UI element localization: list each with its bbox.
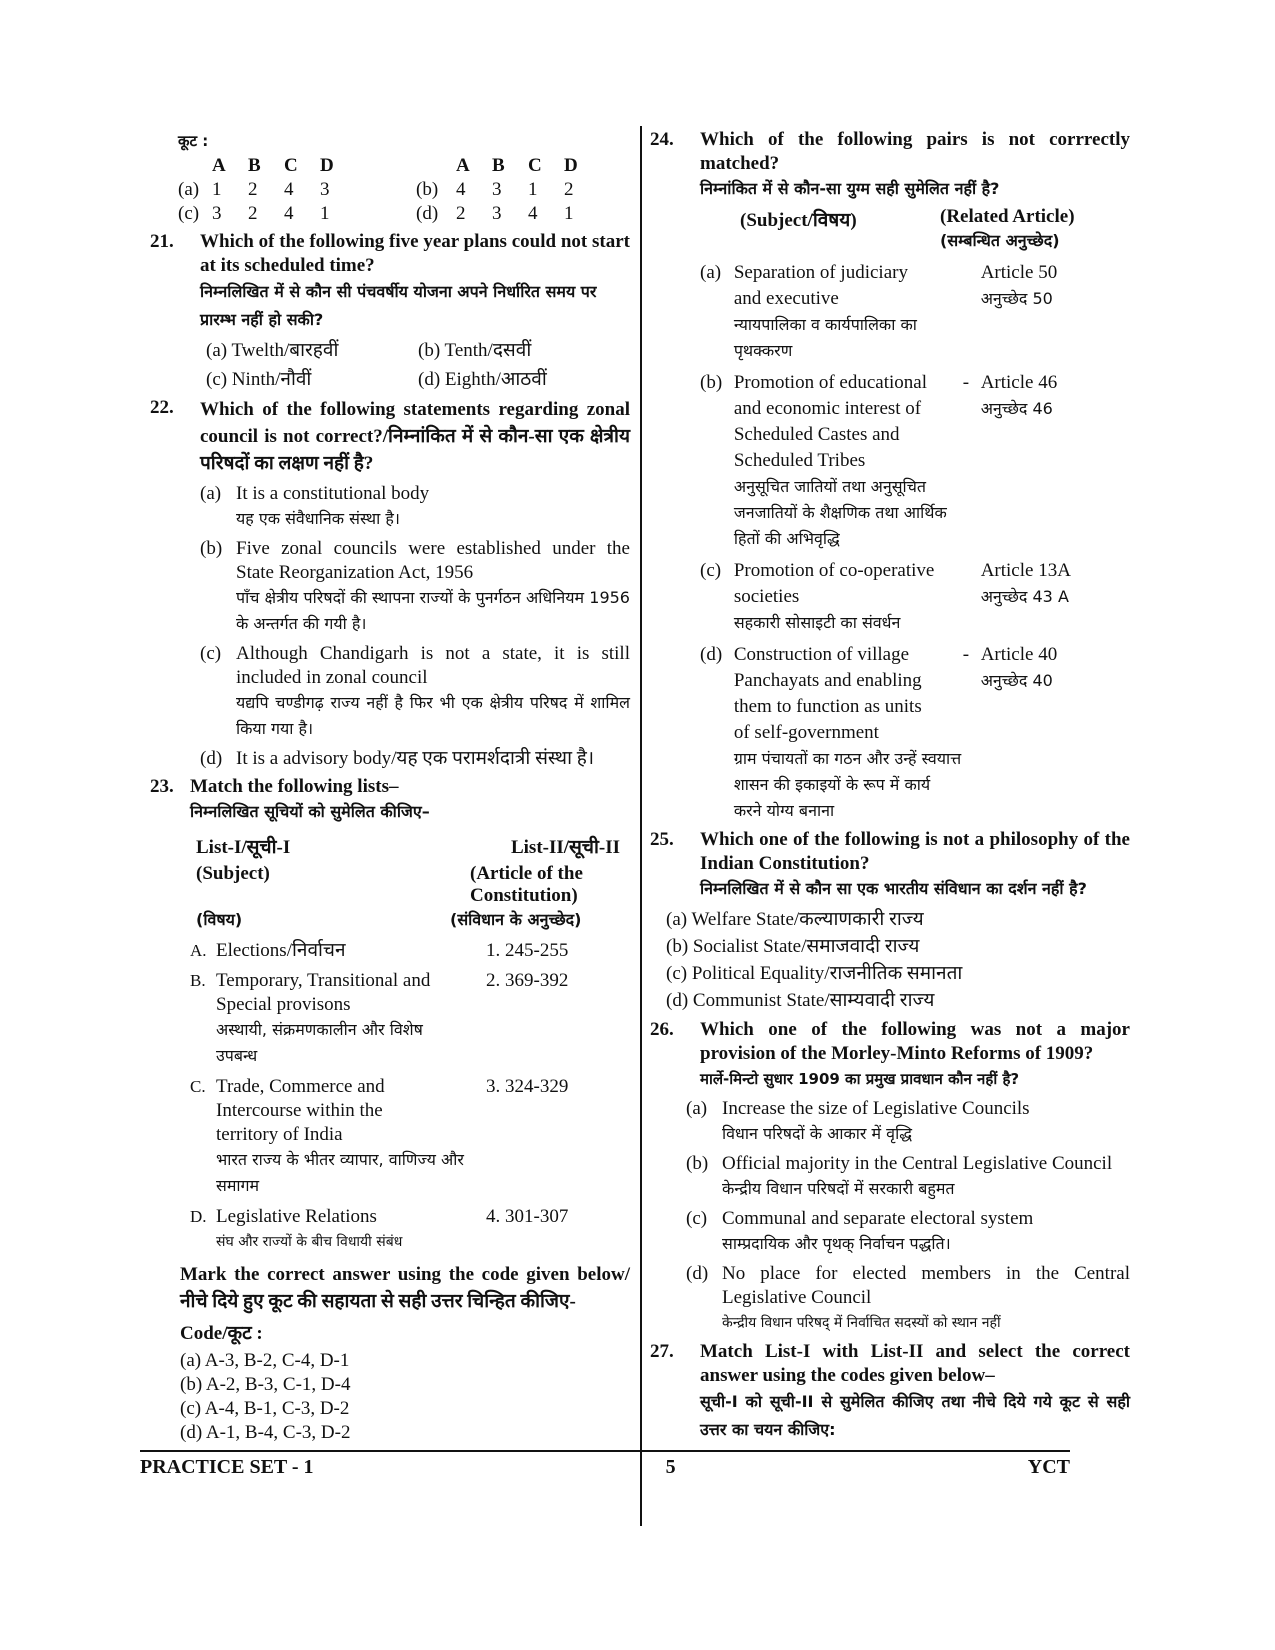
article-head-hi: (संविधान के अनुच्छेद) [450,910,582,929]
question-number: 23. [150,776,174,797]
option-d [200,747,630,771]
option-text-hi: पाँच क्षेत्रीय परिषदों की स्थापना राज्यों के पुनर्गठन अधिनियम 1956 के अन्तर्गत की गयी है। [236,588,630,633]
question-text-hi: निम्नांकित में से कौन-सा युग्म सही सुमेलित नहीं है? [700,179,1000,198]
pairs-header [700,206,1130,254]
code-option-a: (a) A-3, B-2, C-4, D-1 [180,1350,350,1371]
item-article: 3. 324-329 [486,1076,569,1097]
pair-text-en: Promotion of educational and economic interest of Scheduled Castes and Scheduled Tribes [733,372,927,471]
option-d: (d) Communist State/साम्यवादी राज्य [666,990,935,1011]
item-text-hi: भारत राज्य के भीतर व्यापार, वाणिज्य और समागम [216,1150,464,1195]
item-text-en: Elections/निर्वाचन [216,940,346,961]
list2-head: List-II/सूची-II [510,837,620,858]
option-c: (c) Ninth/नौवीं [206,369,312,390]
option-b: (b) Socialist State/समाजवादी राज्य [666,936,920,957]
question-number: 25. [650,829,674,850]
pair-b [700,370,1130,552]
item-label: C. [190,1077,206,1096]
option-text-en: It is a advisory body/यह एक परामर्शदात्री संस्था है। [236,748,595,769]
code-value: 4 [456,179,466,200]
pair-article-hi: अनुच्छेद 40 [980,671,1053,690]
page-footer [140,1450,1070,1479]
code-option-c: (c) A-4, B-1, C-3, D-2 [180,1398,350,1419]
option-label: (a) [686,1098,708,1119]
code-option-label: (a) [178,179,200,200]
question-25 [650,828,1130,1014]
code-value: 3 [212,203,222,224]
option-text-hi: यह एक संवैधानिक संस्था है। [236,509,400,528]
question-text-hi: सूची-I को सूची-II से सुमेलित कीजिए तथा नीचे दिये गये कूट से सही उत्तर का चयन कीजिए: [700,1392,1130,1439]
footer-title: PRACTICE SET - 1 [140,1456,314,1478]
pair-label: (c) [700,560,722,581]
question-number: 26. [650,1019,674,1040]
pair-article: Article 13A [980,560,1071,581]
question-text: Which of the following statements regarding zonal council is not correct?/निम्नांकित में से कौन-सा एक क्षेत्रीय परिषदों का लक्षण नहीं है? [200,399,630,474]
code-value: 1 [320,203,330,224]
article-col-head: (Related Article) [940,206,1075,227]
code-value: 2 [248,179,258,200]
code-header: A [456,155,470,176]
article-head: (Article of the Constitution) [470,863,583,906]
option-text-hi: साम्प्रदायिक और पृथक् निर्वाचन पद्धति। [722,1234,951,1253]
question-number: 27. [650,1341,674,1362]
question-23 [150,775,630,1445]
code-option-d: (d) A-1, B-4, C-3, D-2 [180,1422,351,1443]
pair-text-hi: ग्राम पंचायतों का गठन और उन्हें स्वयात्त शासन की इकाइयों के रूप में कार्य करने योग्य बनाना [733,749,962,820]
question-text-en: Which one of the following is not a philosophy of the Indian Constitution? [700,829,1130,874]
code-label: Code/कूट : [180,1323,263,1344]
question-number: 24. [650,129,674,150]
item-text-en: Temporary, Transitional and Special provisons [216,970,431,1015]
code-option-label: (b) [416,179,439,200]
pair-dash: - [962,644,970,665]
code-header: B [248,155,261,176]
subject-head: (Subject) [196,863,270,884]
option-d: (d) Eighth/आठवीं [418,369,547,390]
option-a: (a) Welfare State/कल्याणकारी राज्य [666,909,924,930]
option-a [686,1097,1130,1147]
item-text-en: Trade, Commerce and Intercourse within the territory of India [216,1076,385,1145]
option-c [686,1207,1130,1257]
pair-dash: - [962,372,970,393]
pair-text-hi: न्यायपालिका व कार्यपालिका का पृथक्करण [733,315,917,360]
option-text-hi: केन्द्रीय विधान परिषद् में निर्वाचित सदस्यों को स्थान नहीं [722,1315,1001,1331]
option-label: (b) [686,1153,709,1174]
question-27 [650,1340,1130,1444]
question-text-en: Which one of the following was not a major provision of the Morley-Minto Reforms of 1909? [700,1019,1130,1064]
question-21 [150,230,630,392]
right-column [650,128,1130,1444]
question-text-en: Which of the following five year plans could not start at its scheduled time? [200,231,630,276]
code-value: 1 [564,203,574,224]
option-text-hi: यद्यपि चण्डीगढ़ राज्य नहीं है फिर भी एक क्षेत्रीय परिषद में शामिल किया गया है। [236,693,630,738]
option-text-hi: केन्द्रीय विधान परिषदों में सरकारी बहुमत [722,1179,955,1198]
option-text-en: Official majority in the Central Legislative Council [722,1153,1113,1174]
item-text-en: Legislative Relations [216,1206,377,1227]
code-header: D [564,155,578,176]
column-divider [640,126,642,1526]
code-header: D [320,155,334,176]
option-label: (d) [200,748,223,769]
item-label: A. [190,941,207,960]
item-label: D. [190,1207,207,1226]
instruction: Mark the correct answer using the code given below/नीचे दिये हुए कूट की सहायता से सही उत्तर चिन्हित कीजिए- [180,1264,630,1312]
pair-article-hi: अनुच्छेद 43 A [980,587,1069,606]
option-label: (a) [200,483,222,504]
question-text-hi: मार्ले-मिन्टो सुधार 1909 का प्रमुख प्रावधान कौन नहीं है? [700,1070,1020,1088]
question-text-hi: निम्नलिखित में से कौन सी पंचवर्षीय योजना अपने निर्धारित समय पर प्रारम्भ नहीं हो सकी? [200,282,597,329]
prev-code-block [150,128,630,226]
option-text-en: Five zonal councils were established under the State Reorganization Act, 1956 [236,538,630,583]
question-text-hi: निम्नलिखित में से कौन सा एक भारतीय संविधान का दर्शन नहीं है? [700,879,1087,898]
list1-head: List-I/सूची-I [196,837,291,858]
option-text-en: Although Chandigarh is not a state, it is still included in zonal council [236,643,630,688]
left-column [150,128,630,1445]
code-header: C [284,155,298,176]
code-header: A [212,155,226,176]
code-value: 1 [528,179,538,200]
prev-code-label: कूट : [178,132,209,150]
options-row [200,339,630,363]
pair-dash [963,260,981,364]
pair-article: Article 46 [980,372,1058,393]
option-text-hi: विधान परिषदों के आकार में वृद्धि [722,1124,913,1143]
pair-text-en: Promotion of co-operative societies [733,560,935,607]
option-text-en: It is a constitutional body [236,483,430,504]
question-number: 22. [150,397,174,418]
list-item-b [190,969,630,1069]
list-subheaders-hi [190,907,630,933]
option-a: (a) Twelth/बारहवीं [206,340,339,361]
subject-head-hi: (विषय) [196,910,243,929]
question-text-en: Match the following lists– [190,776,399,797]
pair-c [700,558,1130,636]
code-option-label: (c) [178,203,200,224]
code-value: 1 [212,179,222,200]
question-number: 21. [150,231,174,252]
code-value: 4 [284,203,294,224]
pair-text-en: Separation of judiciary and executive [733,262,908,309]
option-c [200,642,630,742]
code-value: 4 [528,203,538,224]
list-subheaders [190,863,630,907]
option-b: (b) Tenth/दसवीं [418,340,532,361]
code-value: 3 [492,179,502,200]
article-col-head-hi: (सम्बन्धित अनुच्छेद) [940,231,1060,250]
question-text-en: Match List-I with List-II and select the correct answer using the codes given below– [700,1341,1130,1386]
pair-d [700,642,1130,824]
option-label: (b) [200,538,223,559]
list-item-c [190,1075,630,1199]
pair-a [700,260,1130,364]
pair-text-en: Construction of village Panchayats and enabling them to function as units of self-government [733,644,922,743]
prev-code-grid [178,154,630,226]
option-c: (c) Political Equality/राजनीतिक समानता [666,963,963,984]
code-value: 3 [492,203,502,224]
pair-label: (d) [700,644,723,665]
pair-text-hi: अनुसूचित जातियों तथा अनुसूचित जनजातियों के शैक्षणिक तथा आर्थिक हितों की अभिवृद्धि [733,477,947,548]
option-text-en: Communal and separate electoral system [722,1208,1034,1229]
code-option-b: (b) A-2, B-3, C-1, D-4 [180,1374,351,1395]
subject-col-head: (Subject/विषय) [740,210,857,231]
option-b [200,537,630,637]
option-a [200,482,630,532]
option-text-en: No place for elected members in the Central Legislative Council [722,1263,1130,1308]
pair-label: (b) [700,372,723,393]
option-b [686,1152,1130,1202]
question-26 [650,1018,1130,1336]
list-item-d [190,1205,630,1255]
code-header: B [492,155,505,176]
option-label: (c) [686,1208,708,1229]
option-d [686,1262,1130,1336]
code-value: 3 [320,179,330,200]
item-label: B. [190,971,206,990]
item-article: 2. 369-392 [486,970,569,991]
question-text-en: Which of the following pairs is not corrrectly matched? [700,129,1130,174]
pair-article: Article 40 [980,644,1058,665]
pair-label: (a) [700,262,722,283]
code-value: 2 [456,203,466,224]
list-headers [190,833,630,859]
item-article: 4. 301-307 [486,1206,569,1227]
item-text-hi: अस्थायी, संक्रमणकालीन और विशेष उपबन्ध [216,1020,423,1065]
pair-article: Article 50 [980,262,1058,283]
question-22 [150,396,630,771]
option-label: (d) [686,1263,709,1284]
options-row [200,368,630,392]
page-number: 5 [665,1456,676,1478]
item-article: 1. 245-255 [486,940,569,961]
footer-brand: YCT [1027,1456,1070,1478]
pair-text-hi: सहकारी सोसाइटी का संवर्धन [733,613,901,632]
code-value: 2 [564,179,574,200]
option-label: (c) [200,643,222,664]
pair-article-hi: अनुच्छेद 46 [980,399,1053,418]
code-value: 4 [284,179,294,200]
code-option-label: (d) [416,203,439,224]
question-24 [650,128,1130,824]
code-value: 2 [248,203,258,224]
list-item-a [190,939,630,963]
pair-article-hi: अनुच्छेद 50 [980,289,1053,308]
option-text-en: Increase the size of Legislative Councils [722,1098,1030,1119]
item-text-hi: संघ और राज्यों के बीच विधायी संबंध [216,1234,403,1250]
question-text-hi: निम्नलिखित सूचियों को सुमेलित कीजिए– [190,802,430,821]
code-header: C [528,155,542,176]
